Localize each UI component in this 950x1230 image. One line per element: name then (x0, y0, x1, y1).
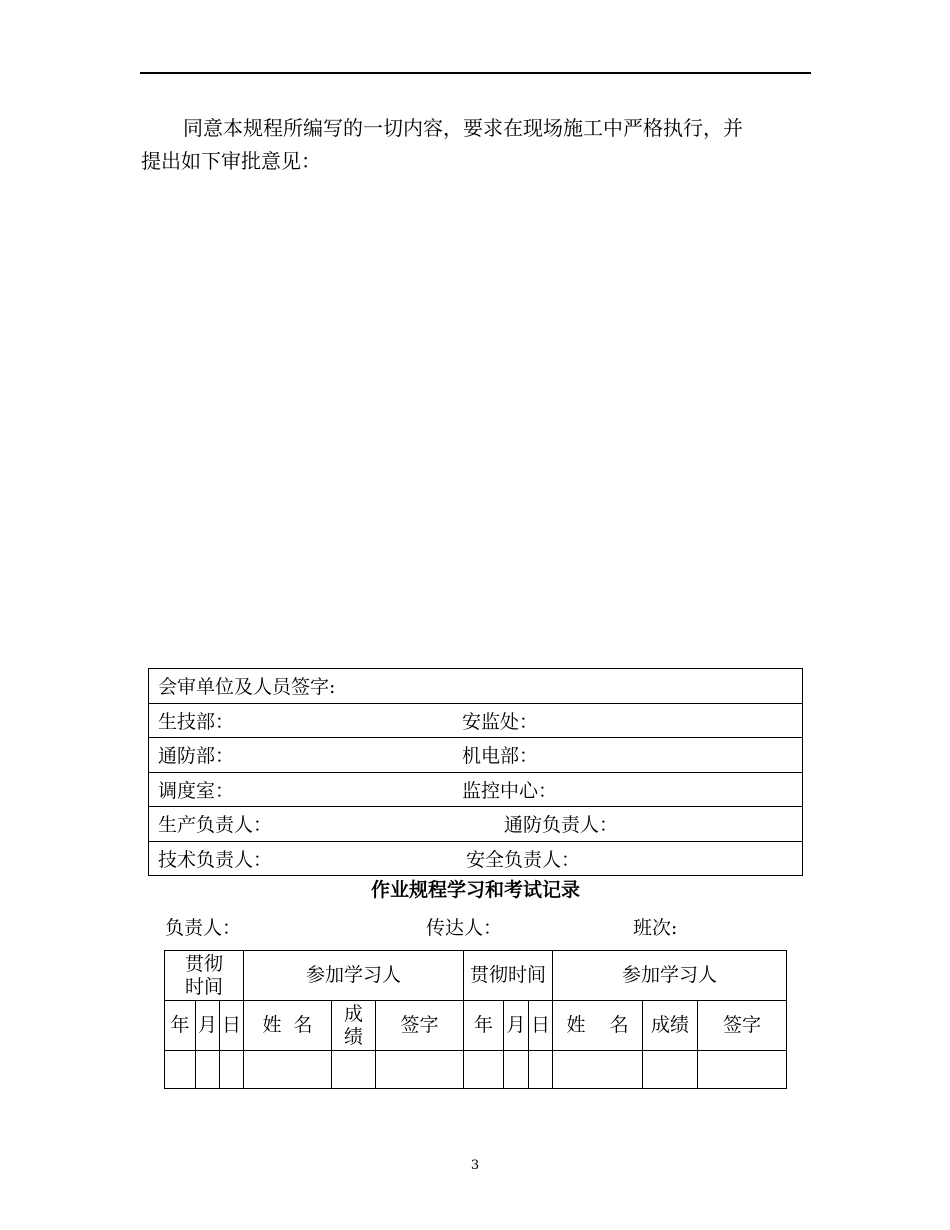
record-title: 作业规程学习和考试记录 (370, 879, 580, 901)
header-day-b: 日 (529, 1001, 553, 1051)
sign-label-technical-lead: 技术负责人： (158, 848, 273, 871)
header-year-a: 年 (165, 1001, 196, 1051)
header-score-a-line1: 成 (344, 1002, 364, 1025)
blank-cell (332, 1051, 376, 1089)
record-table (164, 950, 787, 1089)
sign-label-production-tech-dept: 生技部： (158, 710, 235, 733)
blank-cell (698, 1051, 787, 1089)
conveyor-label: 传达人： (426, 917, 503, 939)
page-number: 3 (470, 1158, 480, 1173)
header-signature-a: 签字 (376, 1001, 464, 1051)
header-time-a (165, 951, 244, 1001)
blank-cell (504, 1051, 529, 1089)
responsible-label: 负责人： (165, 917, 242, 939)
paragraph-line-2: 提出如下审批意见： (141, 149, 321, 173)
sign-row (149, 772, 803, 807)
shift-label: 班次: (633, 917, 678, 939)
blank-cell (553, 1051, 643, 1089)
header-participants-a: 参加学习人 (244, 951, 464, 1001)
sign-row (149, 841, 803, 876)
header-time-a-line2: 时间 (185, 975, 224, 998)
sign-table-header: 会审单位及人员签字: (149, 669, 803, 704)
sign-row (149, 807, 803, 842)
blank-cell (220, 1051, 244, 1089)
header-participants-b: 参加学习人 (553, 951, 787, 1001)
paragraph-line-1: 同意本规程所编写的一切内容，要求在现场施工中严格执行，并 (183, 116, 743, 140)
header-month-a: 月 (196, 1001, 220, 1051)
sign-table (148, 668, 803, 876)
blank-cell (643, 1051, 698, 1089)
record-header-row-2 (165, 1001, 787, 1051)
record-blank-row (165, 1051, 787, 1089)
approval-paragraph (141, 112, 811, 178)
sign-label-ventilation-lead: 通防负责人： (504, 814, 619, 837)
blank-cell (165, 1051, 196, 1089)
header-name-b: 姓 名 (553, 1001, 643, 1051)
sign-label-safety-office: 安监处： (462, 710, 539, 733)
sign-label-dispatch-room: 调度室： (158, 779, 235, 802)
header-day-a: 日 (220, 1001, 244, 1051)
blank-cell (529, 1051, 553, 1089)
sign-label-electromechanical-dept: 机电部： (462, 745, 539, 768)
record-header-row-1 (165, 951, 787, 1001)
header-name-a: 姓 名 (244, 1001, 332, 1051)
header-rule (140, 72, 811, 74)
sign-row (149, 738, 803, 773)
blank-cell (464, 1051, 504, 1089)
header-signature-b: 签字 (698, 1001, 787, 1051)
sign-label-safety-lead: 安全负责人： (466, 848, 581, 871)
header-score-b: 成绩 (643, 1001, 698, 1051)
header-time-a-line1: 贯彻 (185, 952, 224, 975)
header-time-b: 贯彻时间 (464, 951, 553, 1001)
sign-table-header-row (149, 669, 803, 704)
blank-cell (244, 1051, 332, 1089)
header-year-b: 年 (464, 1001, 504, 1051)
header-month-b: 月 (504, 1001, 529, 1051)
blank-cell (196, 1051, 220, 1089)
blank-cell (376, 1051, 464, 1089)
header-score-a (332, 1001, 376, 1051)
sign-row (149, 703, 803, 738)
sign-label-production-lead: 生产负责人： (158, 814, 273, 837)
header-score-a-line2: 绩 (344, 1025, 364, 1048)
sign-label-ventilation-dept: 通防部： (158, 745, 235, 768)
sign-label-monitoring-center: 监控中心： (462, 779, 558, 802)
